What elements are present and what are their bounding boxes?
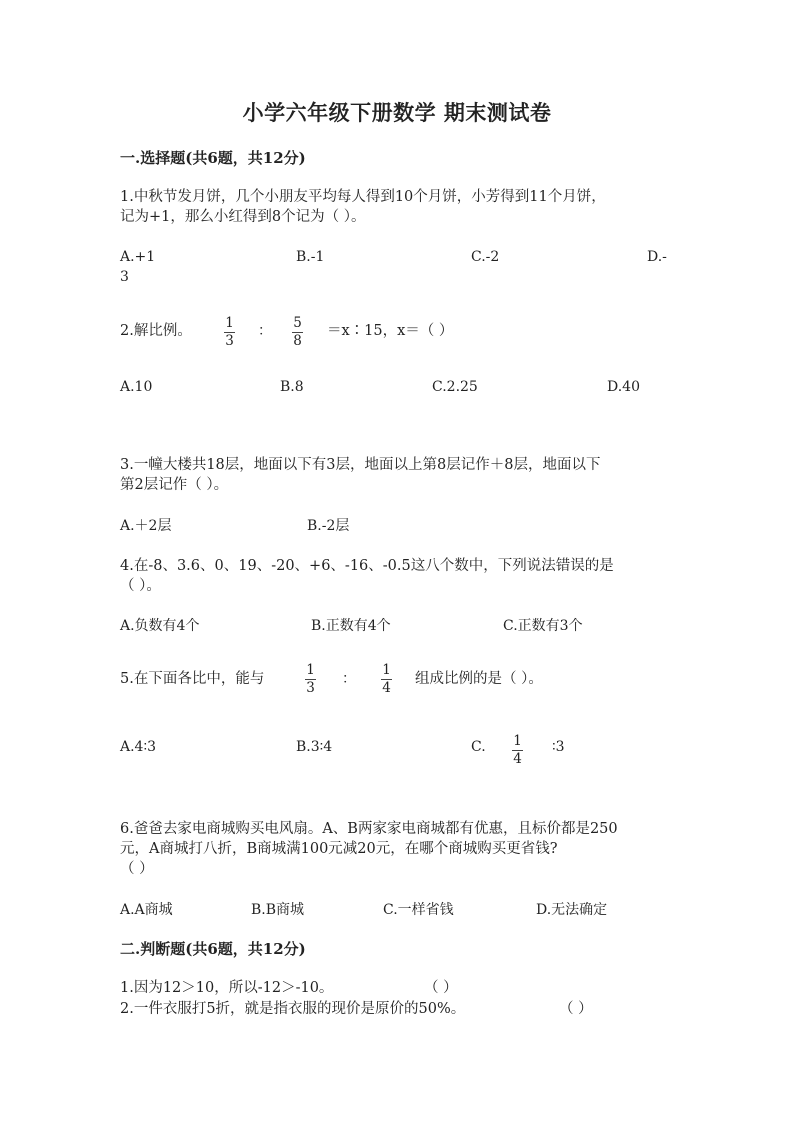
- judgement-2-text: 2.一件衣服打5折，就是指衣服的现价是原价的50%。: [120, 1001, 466, 1017]
- question-1-option-a[interactable]: A.+1: [120, 249, 156, 265]
- question-5-colon: ：: [342, 671, 356, 687]
- question-3-option-a[interactable]: A.＋2层: [120, 518, 172, 534]
- fraction-numerator: 1: [382, 662, 391, 678]
- question-5-fraction-1: [305, 663, 316, 696]
- question-4-option-b[interactable]: B.正数有4个: [311, 618, 391, 634]
- question-6-option-c[interactable]: C.一样省钱: [383, 902, 454, 918]
- judgement-1-text: 1.因为12＞10，所以-12＞-10。: [120, 980, 334, 996]
- question-5-suffix: 组成比例的是（ ）。: [415, 671, 543, 687]
- question-5-option-b[interactable]: B.3∶4: [296, 739, 333, 755]
- fraction-denominator: 4: [382, 680, 391, 696]
- question-3-option-b[interactable]: B.-2层: [307, 518, 350, 534]
- question-2-fraction-1: [224, 316, 235, 349]
- judgement-1-answer-paren[interactable]: （ ）: [424, 980, 458, 996]
- question-5-prefix: 5.在下面各比中，能与: [120, 671, 265, 687]
- question-5-option-c-suffix: ∶3: [552, 739, 565, 755]
- question-2-option-c[interactable]: C.2.25: [432, 379, 478, 395]
- question-4-line-2: （ ）。: [120, 578, 161, 594]
- question-4-line-1: 4.在-8、3.6、0、19、-20、+6、-16、-0.5这八个数中，下列说法错误的是: [120, 558, 614, 574]
- question-6-option-a[interactable]: A.A商城: [120, 902, 173, 918]
- question-3-line-2: 第2层记作（ ）。: [120, 477, 229, 493]
- question-5-option-c-fraction: [512, 734, 523, 767]
- fraction-numerator: 1: [306, 662, 315, 678]
- question-2-option-b[interactable]: B.8: [280, 379, 304, 395]
- question-1-option-d-wrap: 3: [120, 269, 129, 285]
- question-5-fraction-2: [381, 663, 392, 696]
- question-2-colon: ：: [258, 323, 272, 339]
- fraction-numerator: 1: [225, 315, 234, 331]
- question-1-option-b[interactable]: B.-1: [296, 249, 325, 265]
- fraction-denominator: 3: [306, 680, 315, 696]
- page-title: 小学六年级下册数学 期末测试卷: [242, 100, 552, 125]
- section-heading-judgement: 二.判断题(共6题，共12分): [120, 940, 306, 958]
- fraction-numerator: 5: [293, 315, 302, 331]
- question-5-option-a[interactable]: A.4∶3: [120, 739, 157, 755]
- question-1-option-d[interactable]: D.-: [647, 249, 667, 265]
- judgement-2-answer-paren[interactable]: （ ）: [559, 1001, 593, 1017]
- question-1-line-1: 1.中秋节发月饼，几个小朋友平均每人得到10个月饼，小芳得到11个月饼，: [120, 189, 606, 205]
- question-6-option-b[interactable]: B.B商城: [251, 902, 305, 918]
- question-6-option-d[interactable]: D.无法确定: [536, 902, 608, 918]
- question-2-prefix: 2.解比例。: [120, 323, 192, 339]
- question-6-line-3: （ ）: [120, 861, 154, 877]
- question-2-suffix: ＝x∶15，x＝（ ）: [327, 323, 454, 339]
- question-1-line-2: 记为+1，那么小红得到8个记为（ ）。: [120, 209, 366, 225]
- question-4-option-c[interactable]: C.正数有3个: [503, 618, 583, 634]
- fraction-numerator: 1: [513, 733, 522, 749]
- question-6-line-2: 元，A商城打八折，B商城满100元减20元，在哪个商城购买更省钱?: [120, 841, 558, 857]
- question-1-option-c[interactable]: C.-2: [471, 249, 500, 265]
- question-6-line-1: 6.爸爸去家电商城购买电风扇。A、B两家家电商城都有优惠，且标价都是250: [120, 821, 618, 837]
- question-2-option-d[interactable]: D.40: [607, 379, 640, 395]
- question-4-option-a[interactable]: A.负数有4个: [120, 618, 200, 634]
- section-heading-choice: 一.选择题(共6题，共12分): [120, 149, 306, 167]
- question-2-option-a[interactable]: A.10: [120, 379, 153, 395]
- fraction-denominator: 3: [225, 333, 234, 349]
- question-3-line-1: 3.一幢大楼共18层，地面以下有3层，地面以上第8层记作＋8层，地面以下: [120, 457, 601, 473]
- question-5-option-c[interactable]: C.: [471, 739, 486, 755]
- fraction-denominator: 4: [513, 751, 522, 767]
- question-2-fraction-2: [292, 316, 303, 349]
- fraction-denominator: 8: [293, 333, 302, 349]
